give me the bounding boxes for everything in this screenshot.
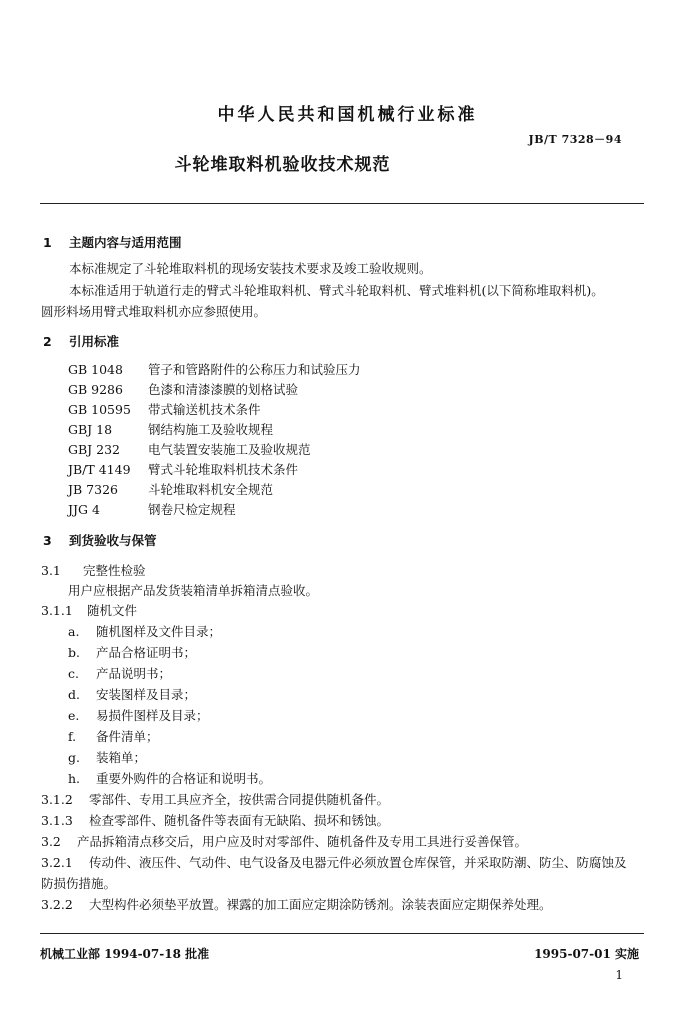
section-1-number: 1 <box>43 235 52 250</box>
approval-date: 机械工业部 1994-07-18 批准 <box>40 947 210 961</box>
page-number: 1 <box>615 968 623 982</box>
reference-code: GB 9286 <box>68 382 123 397</box>
reference-title: 钢结构施工及验收规程 <box>148 422 274 437</box>
list-item <box>68 769 271 787</box>
reference-row <box>68 440 311 458</box>
list-item <box>68 727 159 745</box>
list-text: 重要外购件的合格证和说明书。 <box>96 771 272 786</box>
effective-date: 1995-07-01 实施 <box>534 947 639 961</box>
reference-row <box>68 500 236 518</box>
section-2-number: 2 <box>43 334 52 349</box>
list-text: 备件清单； <box>96 729 159 744</box>
section-1-para-2b: 圆形料场用臂式堆取料机亦应参照使用。 <box>41 304 267 319</box>
document-title: 斗轮堆取料机验收技术规范 <box>174 155 391 175</box>
list-marker: e. <box>68 708 80 723</box>
section-1-title: 主题内容与适用范围 <box>69 235 182 250</box>
clause-number: 3.1 <box>41 563 61 578</box>
clause-number: 3.1.3 <box>41 813 73 828</box>
reference-row <box>68 460 298 478</box>
reference-title: 管子和管路附件的公称压力和试验压力 <box>148 362 361 377</box>
clause-3-1-2 <box>41 790 389 808</box>
clause-title: 完整性检验 <box>83 563 146 578</box>
list-item <box>68 685 196 703</box>
clause-title: 随机文件 <box>87 603 138 618</box>
list-text: 安装图样及目录； <box>96 687 197 702</box>
clause-text: 检查零部件、随机备件等表面有无缺陷、损坏和锈蚀。 <box>89 813 390 828</box>
list-marker: g. <box>68 750 80 765</box>
list-item <box>68 622 221 640</box>
section-1-para-2a: 本标准适用于轨道行走的臂式斗轮堆取料机、臂式斗轮取料机、臂式堆料机(以下简称堆取料机)。 <box>69 283 604 298</box>
reference-code: GBJ 18 <box>68 422 113 437</box>
reference-title: 色漆和清漆漆膜的划格试验 <box>148 382 299 397</box>
clause-3-1-1 <box>41 601 137 619</box>
reference-title: 电气装置安装施工及验收规范 <box>148 442 311 457</box>
section-3-title: 到货验收与保管 <box>69 533 157 548</box>
list-text: 装箱单； <box>96 750 147 765</box>
clause-text: 零部件、专用工具应齐全，按供需合同提供随机备件。 <box>89 792 390 807</box>
list-item <box>68 643 196 661</box>
list-item <box>68 706 209 724</box>
reference-row <box>68 380 298 398</box>
section-3-heading <box>43 531 157 549</box>
clause-3-2-1 <box>41 853 627 871</box>
clause-number: 3.2.2 <box>41 897 73 912</box>
clause-3-2-2 <box>41 895 552 913</box>
section-3-number: 3 <box>43 533 52 548</box>
reference-title: 臂式斗轮堆取料机技术条件 <box>148 462 299 477</box>
reference-code: GB 10595 <box>68 402 131 417</box>
standard-code: JB/T 7328－94 <box>528 133 622 146</box>
reference-row <box>68 420 273 438</box>
clause-number: 3.2 <box>41 834 61 849</box>
list-marker: d. <box>68 687 80 702</box>
clause-3-1 <box>41 561 146 579</box>
reference-row <box>68 360 361 378</box>
list-text: 随机图样及文件目录； <box>96 624 222 639</box>
list-marker: f. <box>68 729 77 744</box>
list-text: 产品说明书； <box>96 666 172 681</box>
reference-row <box>68 400 261 418</box>
clause-3-1-3 <box>41 811 389 829</box>
list-item <box>68 664 171 682</box>
section-1-para-1: 本标准规定了斗轮堆取料机的现场安装技术要求及竣工验收规则。 <box>69 261 432 276</box>
reference-code: JB 7326 <box>68 482 118 497</box>
clause-3-2 <box>41 832 527 850</box>
standard-org-title: 中华人民共和国机械行业标准 <box>217 105 478 125</box>
reference-title: 斗轮堆取料机安全规范 <box>148 482 274 497</box>
clause-3-1-text: 用户应根据产品发货装箱清单拆箱清点验收。 <box>68 583 319 598</box>
reference-code: JJG 4 <box>68 502 100 517</box>
reference-code: GBJ 232 <box>68 442 121 457</box>
footer-rule <box>40 933 644 934</box>
list-marker: b. <box>68 645 80 660</box>
list-marker: h. <box>68 771 81 786</box>
clause-number: 3.1.1 <box>41 603 73 618</box>
reference-code: GB 1048 <box>68 362 123 377</box>
reference-row <box>68 480 273 498</box>
clause-number: 3.1.2 <box>41 792 73 807</box>
section-2-heading <box>43 332 119 350</box>
list-marker: a. <box>68 624 80 639</box>
clause-text: 传动件、液压件、气动件、电气设备及电器元件必须放置仓库保管，并采取防潮、防尘、防腐蚀及 <box>89 855 627 870</box>
reference-code: JB/T 4149 <box>68 462 131 477</box>
clause-text: 产品拆箱清点移交后，用户应及时对零部件、随机备件及专用工具进行妥善保管。 <box>77 834 528 849</box>
list-text: 产品合格证明书； <box>96 645 197 660</box>
clause-number: 3.2.1 <box>41 855 73 870</box>
list-marker: c. <box>68 666 79 681</box>
header-rule <box>40 203 644 204</box>
section-2-title: 引用标准 <box>69 334 120 349</box>
section-1-heading <box>43 233 182 251</box>
list-text: 易损件图样及目录； <box>96 708 209 723</box>
list-item <box>68 748 146 766</box>
clause-text: 大型构件必须垫平放置。裸露的加工面应定期涂防锈剂。涂装表面应定期保养处理。 <box>89 897 552 912</box>
clause-3-2-1-cont: 防损伤措施。 <box>41 876 117 891</box>
reference-title: 带式输送机技术条件 <box>148 402 261 417</box>
reference-title: 钢卷尺检定规程 <box>148 502 236 517</box>
